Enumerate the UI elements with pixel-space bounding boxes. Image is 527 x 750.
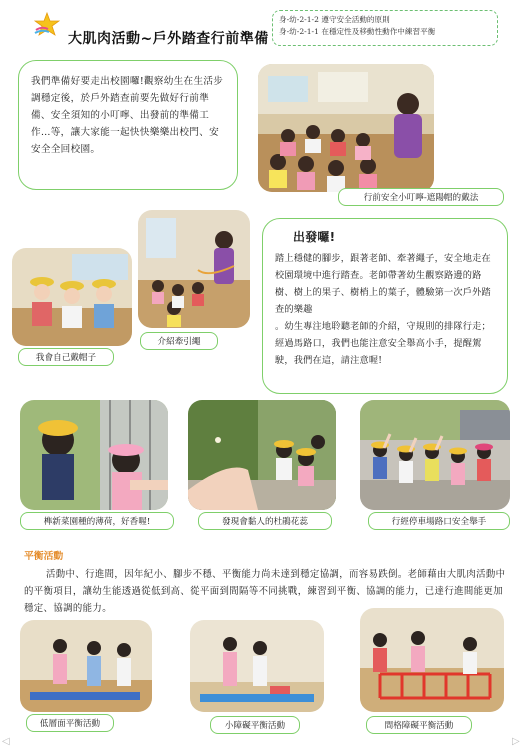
caption-hat: 我會自己戴帽子	[18, 348, 114, 366]
caption-safety: 行前安全小叮嚀-遮陽帽的戴法	[338, 188, 504, 206]
star-icon	[34, 12, 60, 38]
depart-paragraph: 踏上穩健的腳步，跟著老師、牽著繩子，安全地走在校園環境中進行踏查。老師帶著幼生觀察路邊的路樹、樹上的果子、樹梢上的葉子，體驗第一次戶外踏查的樂趣	[275, 253, 491, 315]
caption-rope: 介紹牽引繩	[140, 332, 218, 350]
caption-mint: 榫新菜園種的薄荷，好香喔!	[20, 512, 174, 530]
photo-mint	[20, 400, 168, 510]
photo-obstacle	[190, 620, 324, 712]
next-page-arrow[interactable]: ▷	[512, 736, 520, 747]
caption-crossing: 行經停車場路口安全舉手	[368, 512, 510, 530]
intro-text: 我們準備好要走出校園囉!觀察幼生在生活步調穩定後，於戶外踏查前要先做好行前準備、安全須知的小叮嚀、出發前的準備工作…等，讓大家能一起快快樂樂出校門、安安全全回校園。	[31, 76, 224, 155]
photo-gap	[360, 608, 504, 712]
photo-hat	[12, 248, 132, 346]
balance-paragraph: 活動中、行進間，因年紀小、腳步不穩、平衡能力尚未達到穩定協調，而容易跌倒。老師藉由大肌肉活動中的平衡項目，讓幼生能透過從低到高、從平面到間隔等不同挑戰，練習到平衡、協調的能力，已達行進間能更加穩定、協調的能力。	[24, 569, 506, 614]
intro-text-box	[18, 60, 238, 190]
prev-page-arrow[interactable]: ◁	[2, 736, 10, 747]
depart-title: 出發囉!	[293, 230, 336, 244]
photo-low-beam	[20, 620, 152, 712]
caption-low-beam: 低層面平衡活動	[26, 714, 114, 732]
caption-gap: 間格障礙平衡活動	[366, 716, 472, 734]
photo-azalea	[188, 400, 336, 510]
photo-crossing	[360, 400, 510, 510]
caption-azalea: 發現會黏人的杜鵑花蕊	[198, 512, 332, 530]
goal-line: 身-幼-2-1-1 在穩定性及移動性動作中練習平衡	[279, 27, 436, 36]
depart-paragraph: 。幼生專注地聆聽老師的介紹，守規則的排隊行走；經過馬路口，我們也能注意安全舉高小手，提醒駕駛，我們在這，請注意喔!	[275, 321, 491, 366]
photo-rope	[138, 210, 250, 328]
page-title: 大肌肉活動~戶外踏查行前準備	[68, 31, 269, 47]
photo-classroom-safety	[258, 64, 434, 192]
goal-line: 身-幼-2-1-2 遵守安全活動的原則	[279, 15, 390, 24]
section-title: 平衡活動	[24, 551, 64, 562]
depart-text-box	[262, 218, 508, 394]
learning-goals-box	[272, 10, 498, 46]
caption-obstacle: 小障礙平衡活動	[210, 716, 300, 734]
